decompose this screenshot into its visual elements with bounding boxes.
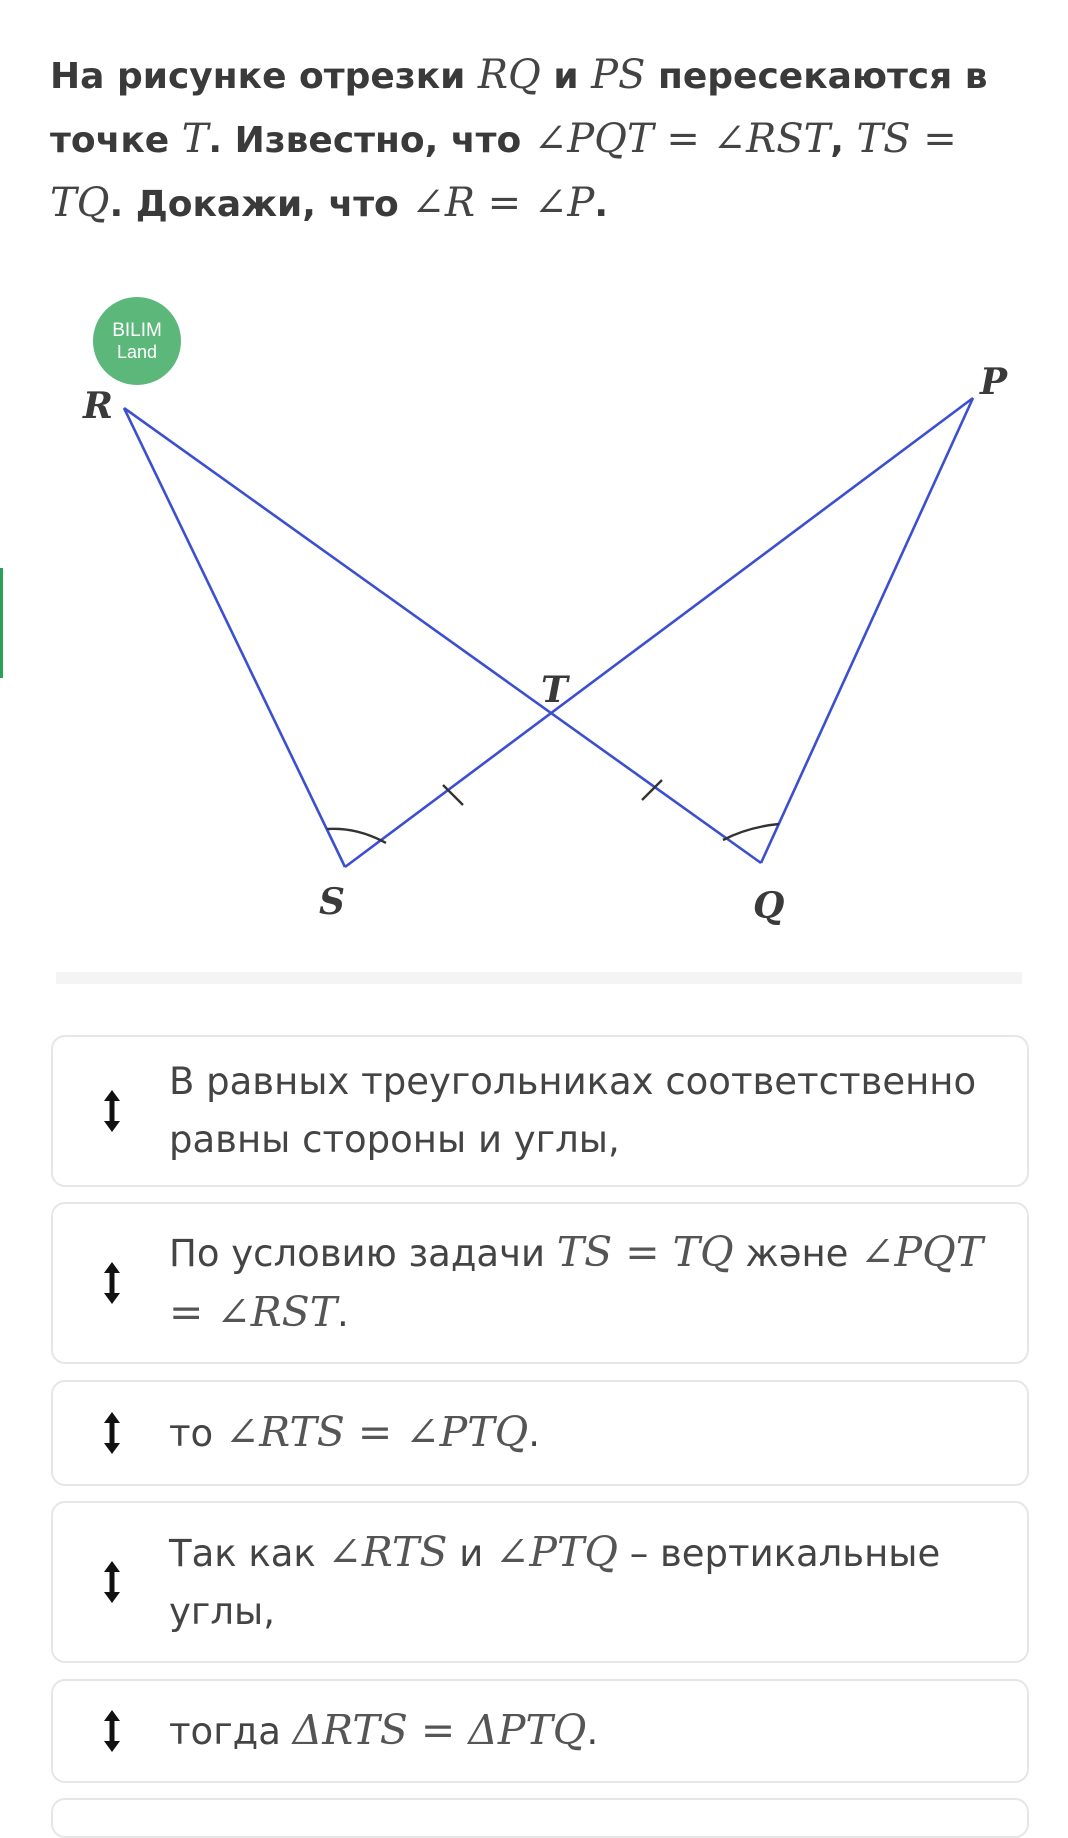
angle-arc-q xyxy=(723,824,779,840)
answer-card-partial[interactable] xyxy=(51,1798,1029,1838)
segment-pq xyxy=(761,398,973,863)
tick-mark-ts xyxy=(443,785,463,805)
point-label-q: Q xyxy=(753,885,785,927)
point-label-s: S xyxy=(319,881,345,923)
point-label-r: R xyxy=(83,385,113,427)
bilim-land-logo xyxy=(93,297,181,385)
drag-handle-icon[interactable] xyxy=(102,1261,122,1305)
answer-text: В равных треугольниках соответственно равны стороны и углы, xyxy=(169,1060,977,1161)
answer-card[interactable] xyxy=(51,1035,1029,1187)
math-segment-rq: RQ xyxy=(477,52,541,98)
math-expression: ∠PQT = ∠RST xyxy=(169,1228,984,1336)
answer-card[interactable] xyxy=(51,1679,1029,1783)
answer-text: то ∠RTS = ∠PTQ. xyxy=(169,1408,540,1456)
answer-text: тогда ΔRTS = ΔPTQ. xyxy=(169,1706,599,1754)
math-expression: ∠RTS xyxy=(327,1528,448,1576)
logo-text-bottom: Land xyxy=(116,342,158,362)
math-expression: ∠RTS = ∠PTQ xyxy=(224,1408,529,1456)
math-given-angles: ∠PQT = ∠RST xyxy=(533,116,831,162)
point-label-p: P xyxy=(980,361,1008,403)
drag-handle-icon[interactable] xyxy=(102,1709,122,1753)
logo-circle xyxy=(93,297,181,385)
answer-text: По условию задачи TS = TQ және ∠PQT = ∠RST. xyxy=(169,1228,984,1336)
point-label-t: T xyxy=(541,669,568,711)
math-point-t: T xyxy=(181,116,209,162)
answer-text: Так как ∠RTS и ∠PTQ – вертикальные углы, xyxy=(169,1528,941,1633)
math-expression: ∠PTQ xyxy=(495,1528,618,1576)
math-expression: ΔRTS = ΔPTQ xyxy=(292,1706,587,1754)
question-text: На рисунке отрезки RQ и PS пересекаются в точке T. Известно, что ∠PQT = ∠RST, TS = TQ. Докажи, что ∠R = ∠P. xyxy=(50,52,988,226)
math-given-sides: TS = TQ xyxy=(50,116,957,226)
segment-rs xyxy=(124,408,345,867)
drag-handle-icon[interactable] xyxy=(102,1411,122,1455)
geometry-figure xyxy=(0,280,1068,940)
answer-card[interactable] xyxy=(51,1501,1029,1663)
angle-arc-s xyxy=(327,829,386,843)
drag-handle-icon[interactable] xyxy=(102,1089,122,1133)
section-divider xyxy=(56,972,1022,984)
drag-handle-icon[interactable] xyxy=(102,1560,122,1604)
math-segment-ps: PS xyxy=(591,52,646,98)
math-expression: TS = TQ xyxy=(556,1228,734,1276)
answer-card[interactable] xyxy=(51,1202,1029,1364)
logo-text-top: BILIM xyxy=(112,320,162,341)
math-goal: ∠R = ∠P xyxy=(411,180,595,226)
answer-card[interactable] xyxy=(51,1380,1029,1486)
